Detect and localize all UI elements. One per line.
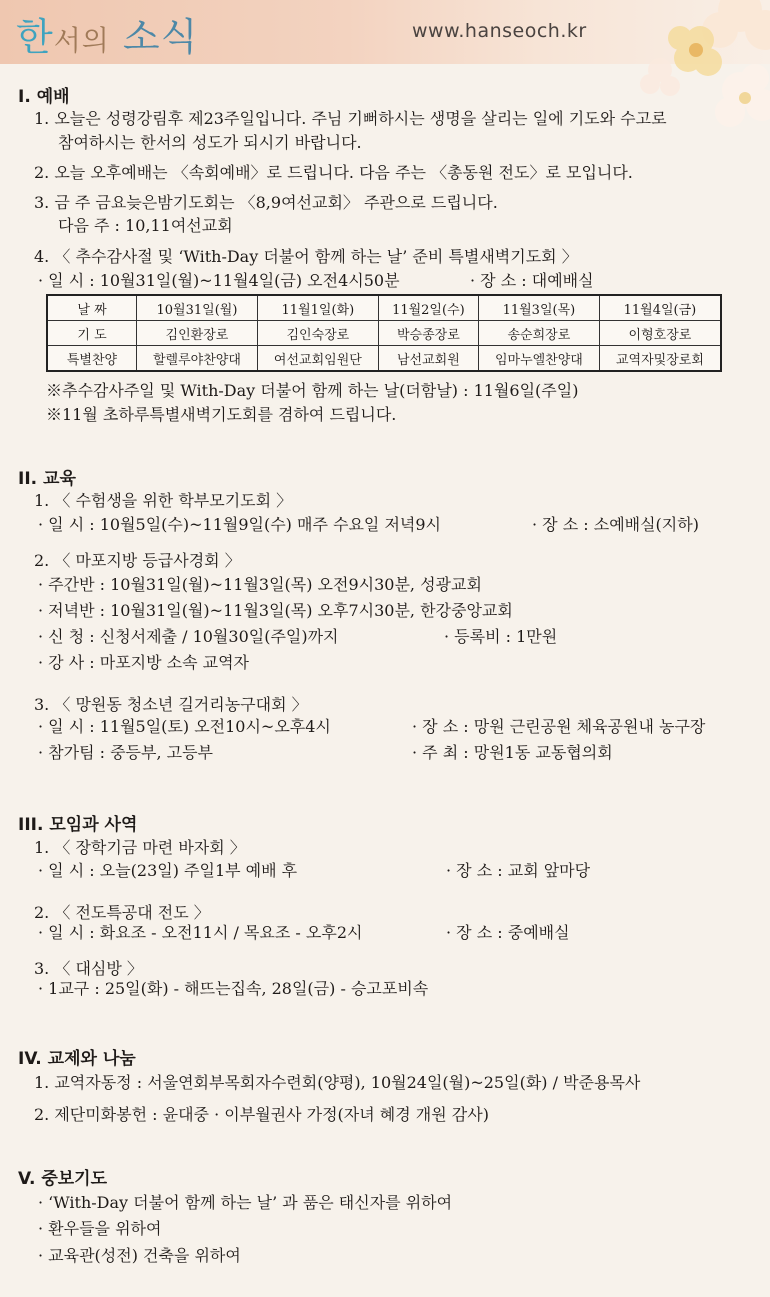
worship-item-4: 4. 〈 추수감사절 및 ‘With-Day 더불어 함께 하는 날’ 준비 특별새벽기도회 〉 [34,247,578,266]
section-title-fellowship: IV. 교제와 나눔 [18,1049,136,1069]
dawn-prayer-place: · 장 소 : 대예배실 [470,271,594,290]
bible-study-day-class: · 주간반 : 10월31일(월)~11월3일(목) 오전9시30분, 성광교회 [38,575,482,594]
section-title-ministry: III. 모임과 사역 [18,815,138,835]
table-cell: 11월3일(목) [478,295,599,321]
worship-item-3b: 다음 주 : 10,11여선교회 [58,216,233,235]
table-cell: 11월1일(화) [257,295,378,321]
table-cell: 11월2일(수) [378,295,478,321]
table-cell: 이형호장로 [599,321,721,346]
fellowship-item-1: 1. 교역자동정 : 서울연회부목회자수련회(양평), 10월24일(월)~25일(화) / 박준용목사 [34,1073,641,1092]
worship-item-3a: 3. 금 주 금요늦은밤기도회는 〈8,9여선교회〉 주관으로 드립니다. [34,193,498,212]
worship-item-2: 2. 오늘 오후예배는 〈속회예배〉로 드립니다. 다음 주는 〈총동원 전도〉로 모입니다. [34,163,633,182]
table-cell: 박승종장로 [378,321,478,346]
parent-prayer-date: · 일 시 : 10월5일(수)~11월9일(수) 매주 수요일 저녁9시 [38,515,442,534]
dawn-prayer-note: ※11월 초하루특별새벽기도회를 겸하여 드립니다. [46,405,397,424]
education-item-2: 2. 〈 마포지방 등급사경회 〉 [34,551,241,570]
table-cell: 교역자및장로회 [599,346,721,372]
ministry-item-2: 2. 〈 전도특공대 전도 〉 [34,903,210,922]
basketball-host: · 주 최 : 망원1동 교동협의회 [412,743,613,762]
visitation-district-1: · 1교구 : 25일(화) - 해뜨는집속, 28일(금) - 승고포비속 [38,979,429,998]
education-item-3: 3. 〈 망원동 청소년 길거리농구대회 〉 [34,695,308,714]
logo-mid-chars: 서의 [53,24,110,57]
worship-item-1a: 1. 오늘은 성령강림후 제23주일입니다. 주님 기뻐하시는 생명을 살리는 일에 기도와 수고로 [34,109,667,128]
bazaar-date: · 일 시 : 오늘(23일) 주일1부 예배 후 [38,861,298,880]
newsletter-logo [16,6,198,61]
bible-study-lecturer: · 강 사 : 마포지방 소속 교역자 [38,653,250,672]
parent-prayer-place: · 장 소 : 소예배실(지하) [532,515,699,534]
intercession-item-3: · 교육관(성전) 건축을 위하여 [38,1246,241,1265]
table-cell: 송순희장로 [478,321,599,346]
bible-study-evening-class: · 저녁반 : 10월31일(월)~11월3일(목) 오후7시30분, 한강중앙교회 [38,601,513,620]
table-row [47,321,721,346]
table-cell: 할렐루야찬양대 [137,346,258,372]
dawn-prayer-schedule-table [46,294,722,372]
table-cell: 날 짜 [47,295,137,321]
intercession-item-2: · 환우들을 위하여 [38,1219,162,1238]
evangelism-date: · 일 시 : 화요조 - 오전11시 / 목요조 - 오후2시 [38,923,363,942]
table-row [47,295,721,321]
section-title-education: II. 교육 [18,469,76,489]
table-cell: 임마누엘찬양대 [478,346,599,372]
section-title-worship: I. 예배 [18,87,70,107]
basketball-date: · 일 시 : 11월5일(토) 오전10시~오후4시 [38,717,331,736]
table-cell: 김인숙장로 [257,321,378,346]
bible-study-fee: · 등록비 : 1만원 [444,627,558,646]
table-cell: 여선교회임원단 [257,346,378,372]
table-cell: 남선교회원 [378,346,478,372]
section-title-intercession: V. 중보기도 [18,1169,108,1189]
bazaar-place: · 장 소 : 교회 앞마당 [446,861,591,880]
table-cell: 10월31일(월) [137,295,258,321]
table-cell: 김인환장로 [137,321,258,346]
thanksgiving-note: ※추수감사주일 및 With-Day 더불어 함께 하는 날(더함날) : 11월6일(주일) [46,381,579,400]
site-url: www.hanseoch.kr [412,20,587,42]
table-row [47,346,721,372]
dawn-prayer-date: · 일 시 : 10월31일(월)~11월4일(금) 오전4시50분 [38,271,400,290]
ministry-item-1: 1. 〈 장학기금 마련 바자회 〉 [34,838,246,857]
bible-study-registration: · 신 청 : 신청서제출 / 10월30일(주일)까지 [38,627,339,646]
table-cell: 기 도 [47,321,137,346]
intercession-item-1: · ‘With-Day 더불어 함께 하는 날’ 과 품은 태신자를 위하여 [38,1193,453,1212]
logo-first-char: 한 [16,15,54,59]
education-item-1: 1. 〈 수험생을 위한 학부모기도회 〉 [34,491,293,510]
worship-item-1b: 참여하시는 한서의 성도가 되시기 바랍니다. [58,133,362,152]
evangelism-place: · 장 소 : 중예배실 [446,923,570,942]
fellowship-item-2: 2. 제단미화봉헌 : 윤대중 · 이부월권사 가정(자녀 혜경 개원 감사) [34,1105,489,1124]
ministry-item-3: 3. 〈 대심방 〉 [34,959,143,978]
basketball-teams: · 참가팀 : 중등부, 고등부 [38,743,214,762]
table-cell: 11월4일(금) [599,295,721,321]
table-cell: 특별찬양 [47,346,137,372]
basketball-place: · 장 소 : 망원 근린공원 체육공원내 농구장 [412,717,706,736]
logo-last-chars: 소식 [122,15,199,59]
